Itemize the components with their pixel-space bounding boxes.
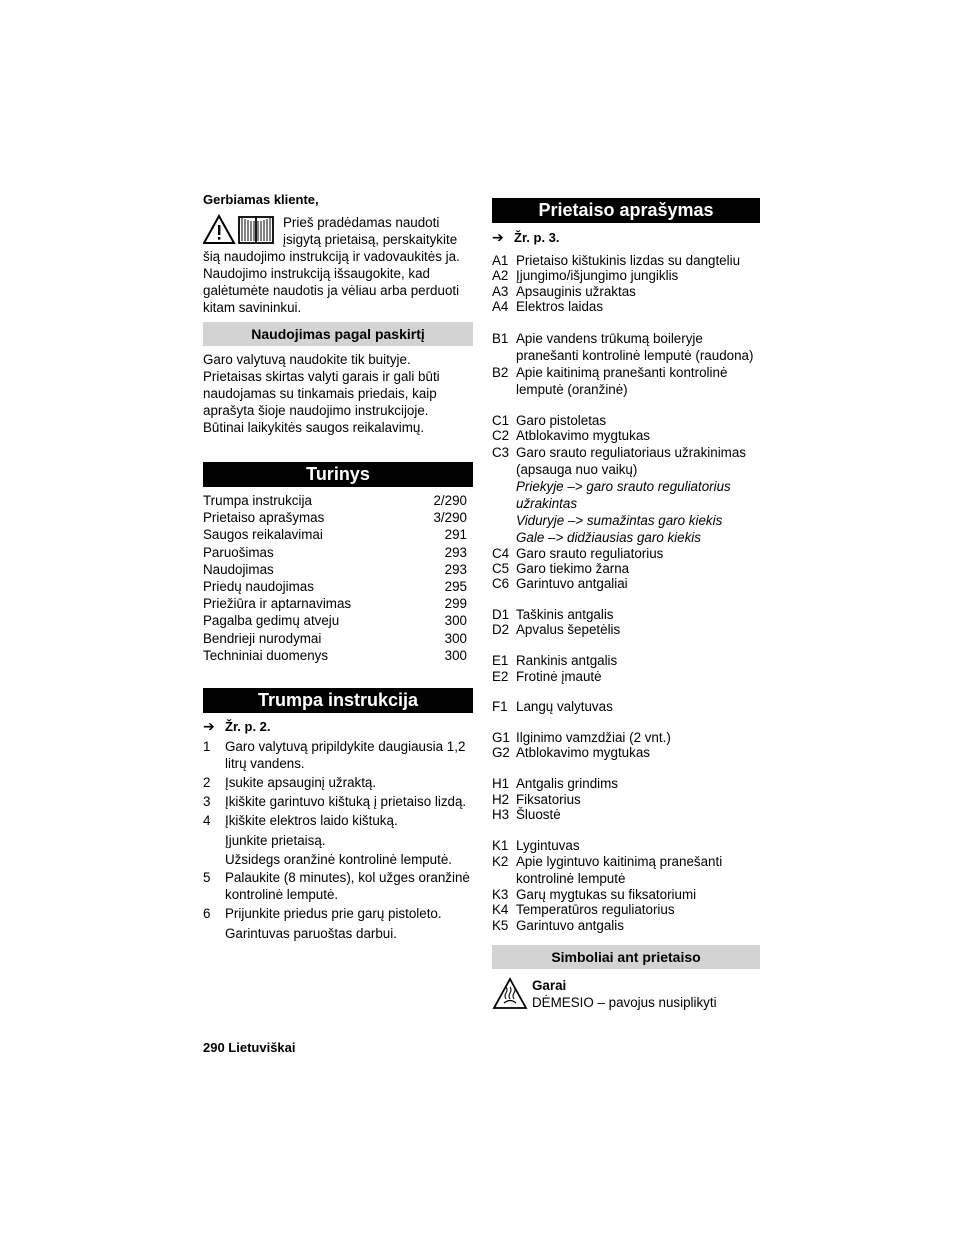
part-code: C3: [492, 444, 510, 460]
c3-note: Priekyje –> garo srauto reguliatorius užrakintas: [516, 478, 731, 511]
toc-row: [203, 544, 473, 561]
part-item: [492, 792, 760, 807]
part-desc: Frotinė įmautė: [516, 668, 602, 684]
part-desc: Garintuvo antgaliai: [516, 576, 628, 592]
toc-page: 3/290: [433, 510, 467, 526]
part-desc: Temperatūros reguliatorius: [516, 902, 675, 918]
symbol-title: Garai: [532, 977, 567, 993]
part-desc: Langų valytuvas: [516, 699, 613, 715]
part-desc: Rankinis antgalis: [516, 653, 618, 669]
part-item: [492, 561, 760, 576]
usage-text: Garo valytuvą naudokite tik buityje. Prietaisas skirtas valyti garais ir gali būti naudojamas su tinkamais priedais, kaip aprašyta šioje naudojimo instrukcijoje. Būtinai laikykitės saugos reikalavimų.: [203, 352, 440, 435]
part-desc: Įjungimo/išjungimo jungiklis: [516, 268, 679, 284]
part-code: H1: [492, 776, 510, 792]
step-text: Prijunkite priedus prie garų pistoleto.: [225, 905, 442, 921]
quick-ref-text: Žr. p. 2.: [225, 718, 271, 734]
symbol-steam: [492, 977, 760, 1011]
part-item: [492, 902, 760, 917]
toc-row: [203, 578, 473, 595]
arrow-right-icon: ➔: [492, 229, 504, 245]
step-number: 5: [203, 869, 211, 885]
part-code: A2: [492, 268, 509, 284]
part-item: [492, 413, 760, 428]
part-code: C4: [492, 545, 510, 561]
toc-label: Techniniai duomenys: [203, 647, 329, 663]
usage-heading: Naudojimas pagal paskirtį: [203, 322, 473, 346]
part-desc: Šluostė: [516, 806, 561, 822]
toc-page: 299: [444, 596, 467, 612]
toc-label: Pagalba gedimų atveju: [203, 613, 340, 629]
step-item: [203, 793, 473, 810]
hot-steam-warning-icon: [492, 977, 528, 1011]
part-item: [492, 887, 760, 902]
toc-row: [203, 630, 473, 647]
steps-list: [203, 738, 473, 829]
toc-row: [203, 526, 473, 543]
step4-sub2: Užsidegs oranžinė kontrolinė lemputė.: [225, 851, 453, 867]
part-code: H2: [492, 791, 510, 807]
step-6: [203, 905, 473, 922]
step-text: Įkiškite elektros laido kištuką.: [225, 812, 398, 828]
part-item: [492, 444, 760, 478]
part-item: [492, 330, 760, 364]
symbols-heading: Simboliai ant prietaiso: [492, 945, 760, 969]
part-item: [492, 776, 760, 791]
part-code: K5: [492, 917, 509, 933]
part-code: E2: [492, 668, 509, 684]
part-item: [492, 838, 760, 853]
toc-label: Priežiūra ir aptarnavimas: [203, 596, 352, 612]
description-ref: [492, 229, 760, 246]
part-code: K3: [492, 886, 509, 902]
part-item: [492, 653, 760, 668]
part-code: K1: [492, 837, 509, 853]
part-desc: Garo srauto reguliatorius: [516, 545, 664, 561]
step-item: [203, 774, 473, 791]
part-code: D2: [492, 622, 510, 638]
step-number: 2: [203, 774, 211, 790]
part-item: [492, 428, 760, 443]
c3-notes: [492, 478, 760, 546]
part-item: [492, 622, 760, 637]
part-code: C2: [492, 428, 510, 444]
part-item: [492, 699, 760, 714]
part-code: C1: [492, 413, 510, 429]
quick-ref: [203, 718, 473, 735]
part-item: [492, 669, 760, 684]
toc-label: Prietaiso aprašymas: [203, 510, 325, 526]
toc-row: [203, 492, 473, 509]
part-desc: Garintuvo antgalis: [516, 917, 624, 933]
part-code: D1: [492, 607, 510, 623]
parts-list-c: [492, 413, 760, 478]
step-text: Garo valytuvą pripildykite daugiausia 1,2 litrų vandens.: [225, 738, 466, 771]
description-ref-text: Žr. p. 3.: [514, 230, 560, 245]
part-code: B1: [492, 330, 509, 346]
toc-label: Saugos reikalavimai: [203, 527, 323, 543]
part-code: G1: [492, 730, 510, 746]
toc-page: 295: [444, 578, 467, 594]
part-item: [492, 546, 760, 561]
part-desc: Apie kaitinimą pranešanti kontrolinė lemputė (oranžinė): [516, 364, 728, 397]
parts-list-b: [492, 592, 760, 933]
part-desc: Ilginimo vamzdžiai (2 vnt.): [516, 730, 671, 746]
step-number: 3: [203, 793, 211, 809]
part-item: [492, 807, 760, 822]
step-text: Įkiškite garintuvo kištuką į prietaiso lizdą.: [225, 793, 467, 809]
table-of-contents: [203, 492, 473, 664]
part-desc: Lygintuvas: [516, 837, 580, 853]
right-column: [492, 198, 760, 1011]
toc-label: Trumpa instrukcija: [203, 493, 312, 508]
part-desc: Apsauginis užraktas: [516, 283, 636, 299]
toc-page: 300: [444, 613, 467, 629]
part-item: [492, 730, 760, 745]
part-item: [492, 576, 760, 591]
part-item: [492, 364, 760, 398]
part-item: [492, 607, 760, 622]
part-item: [492, 299, 760, 314]
part-code: E1: [492, 653, 509, 669]
toc-page: 300: [444, 647, 467, 663]
part-desc: Garo srauto reguliatoriaus užrakinimas (apsauga nuo vaikų): [516, 444, 746, 477]
part-item: [492, 253, 760, 268]
description-heading: Prietaiso aprašymas: [492, 198, 760, 223]
symbol-text-block: [532, 977, 717, 1011]
part-desc: Antgalis grindims: [516, 776, 618, 792]
part-desc: Garų mygtukas su fiksatoriumi: [516, 886, 697, 902]
part-desc: Elektros laidas: [516, 298, 604, 314]
part-desc: Prietaiso kištukinis lizdas su dangteliu: [516, 253, 741, 268]
part-desc: Apie vandens trūkumą boileryje pranešanti kontrolinė lemputė (raudona): [516, 330, 754, 363]
step-text: Palaukite (8 minutes), kol užges oranžinė kontrolinė lemputė.: [225, 869, 470, 902]
part-code: K2: [492, 853, 509, 869]
step-5: [203, 869, 473, 903]
step4-sub1: Įjunkite prietaisą.: [225, 832, 326, 848]
step-text: Įsukite apsauginį užraktą.: [225, 774, 377, 790]
intro-icons: [203, 214, 277, 246]
toc-page: 293: [444, 544, 467, 560]
part-code: G2: [492, 745, 510, 761]
step6-sub: Garintuvas paruoštas darbui.: [225, 925, 397, 941]
page-footer: 290 Lietuviškai: [203, 1040, 296, 1055]
part-desc: Apie lygintuvo kaitinimą pranešanti kontrolinė lemputė: [516, 853, 723, 886]
part-code: A3: [492, 283, 509, 299]
toc-row: [203, 647, 473, 664]
toc-row: [203, 612, 473, 629]
part-code: C6: [492, 576, 510, 592]
part-code: C5: [492, 561, 510, 577]
c3-note: Gale –> didžiausias garo kiekis: [516, 529, 701, 545]
part-code: K4: [492, 902, 509, 918]
toc-heading: Turinys: [203, 462, 473, 487]
part-code: A1: [492, 253, 509, 268]
part-code: A4: [492, 298, 509, 314]
part-item: [492, 745, 760, 760]
part-item: [492, 918, 760, 933]
toc-row: [203, 509, 473, 526]
part-desc: Atblokavimo mygtukas: [516, 428, 650, 444]
part-desc: Atblokavimo mygtukas: [516, 745, 650, 761]
part-desc: Garo pistoletas: [516, 413, 607, 429]
toc-label: Paruošimas: [203, 544, 274, 560]
symbol-text: DĖMESIO – pavojus nusiplikyti: [532, 994, 717, 1010]
part-item: [492, 268, 760, 283]
intro-text: Prieš pradėdamas naudoti įsigytą prietaisą, perskaitykite šią naudojimo instrukciją ir vadovaukitės ja. Naudojimo instrukciją išsaugokite, kad galėtumėte naudotis ja vėliau arba perduoti kitam savininkui.: [203, 215, 460, 315]
toc-page: 291: [444, 527, 467, 543]
quick-instructions-heading: Trumpa instrukcija: [203, 688, 473, 713]
step-number: 1: [203, 738, 211, 754]
greeting: Gerbiamas kliente,: [203, 192, 319, 207]
toc-label: Priedų naudojimas: [203, 578, 314, 594]
part-item: [492, 853, 760, 887]
toc-label: Naudojimas: [203, 561, 274, 577]
step-number: 4: [203, 812, 211, 828]
part-code: B2: [492, 364, 509, 380]
part-desc: Apvalus šepetėlis: [516, 622, 621, 638]
toc-page: 300: [444, 630, 467, 646]
left-column: [203, 192, 473, 943]
toc-row: [203, 561, 473, 578]
step-number: 6: [203, 905, 211, 921]
step-item: [203, 738, 473, 772]
part-desc: Taškinis antgalis: [516, 607, 614, 623]
toc-page: 293: [444, 561, 467, 577]
part-code: H3: [492, 806, 510, 822]
manual-book-icon: [239, 217, 273, 243]
parts-list-a: [492, 253, 760, 398]
toc-page: 2/290: [433, 493, 467, 508]
warning-icon: [204, 216, 234, 243]
part-code: F1: [492, 699, 508, 715]
intro-paragraph: [203, 214, 473, 316]
part-desc: Garo tiekimo žarna: [516, 561, 630, 577]
part-item: [492, 284, 760, 299]
parts-list-c-rest: [492, 546, 760, 592]
toc-label: Bendrieji nurodymai: [203, 630, 322, 646]
step-item: [203, 812, 473, 829]
part-desc: Fiksatorius: [516, 791, 581, 807]
c3-note: Viduryje –> sumažintas garo kiekis: [516, 512, 723, 528]
toc-row: [203, 595, 473, 612]
arrow-right-icon: ➔: [203, 717, 215, 734]
